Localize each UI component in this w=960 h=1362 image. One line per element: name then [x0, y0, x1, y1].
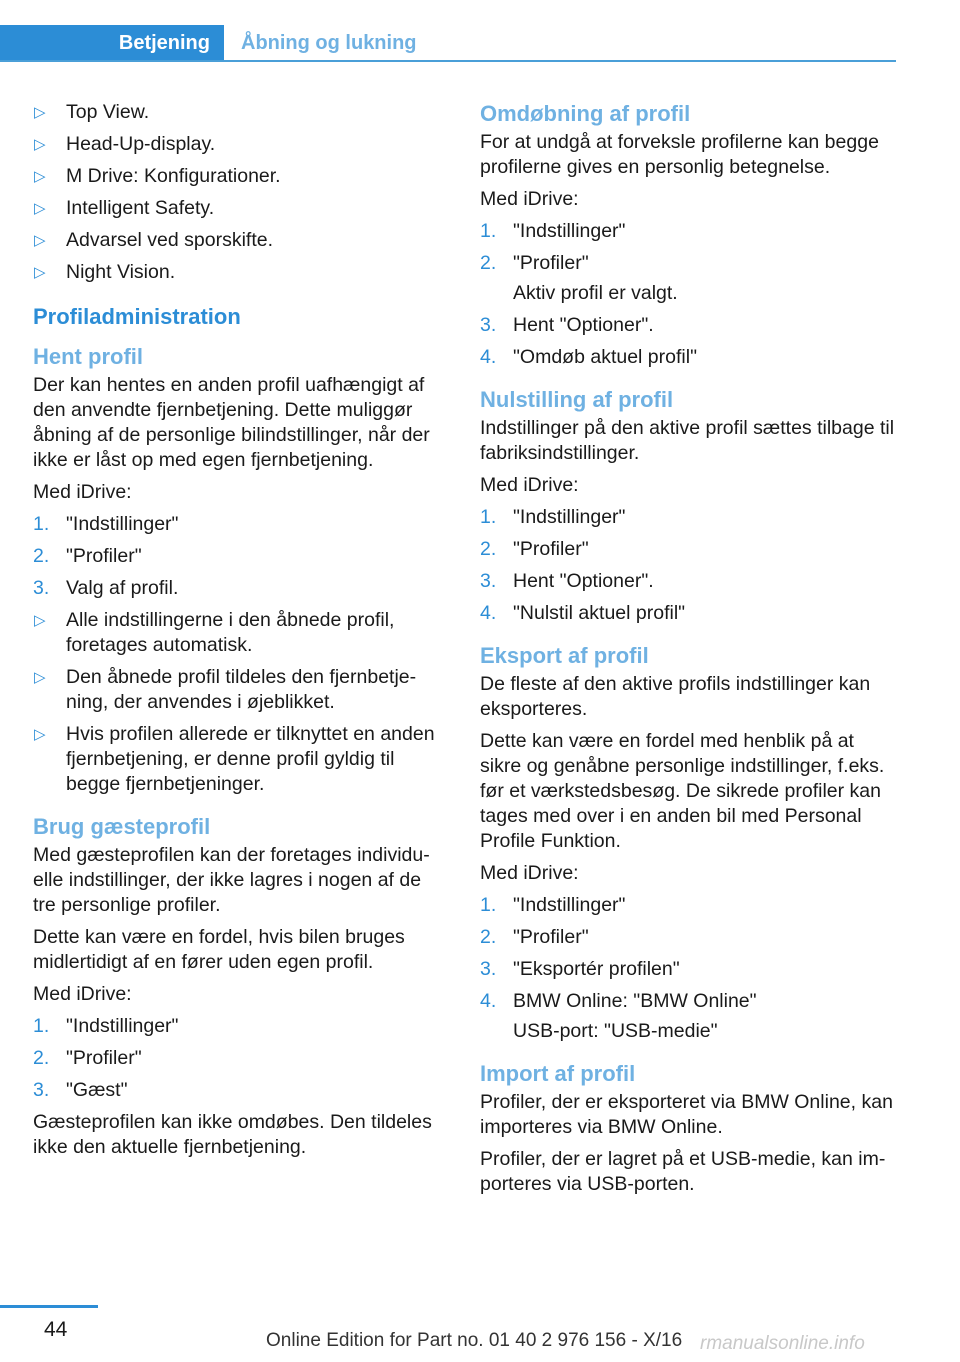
- triangle-bullet-icon: ▷: [34, 136, 46, 153]
- tab-betjening[interactable]: Betjening: [0, 25, 224, 62]
- step-item: 2. "Profiler": [480, 926, 589, 948]
- list-item: ▷ Top View.: [34, 101, 150, 123]
- subsection-title-hent-profil: Hent profil: [33, 344, 143, 369]
- list-item: ▷ Night Vision.: [34, 261, 176, 283]
- paragraph: Indstillinger på den aktive profil sættes tilbage til fabriksindstillinger.: [480, 417, 895, 464]
- paragraph: Der kan hentes en anden profil uafhængigt af den anvendte fjernbetjening. Dette muliggør åbning af de personlige bilindstillinger, når der ikke er låst op med egen fjernbetjening.: [33, 374, 430, 471]
- list-item: ▷ Intelligent Safety.: [34, 197, 215, 219]
- left-column: [33, 100, 448, 1167]
- subsection-title-gaesteprofil: Brug gæsteprofil: [33, 814, 211, 839]
- tab-abning-og-lukning[interactable]: Åbning og lukning: [241, 32, 417, 54]
- step-item: 1. "Indstillinger": [33, 513, 179, 535]
- triangle-bullet-icon: ▷: [34, 232, 46, 249]
- step-item: 1. "Indstillinger": [480, 220, 626, 242]
- idrive-label: Med iDrive:: [480, 188, 579, 210]
- watermark: rmanualsonline.info: [700, 1333, 865, 1354]
- triangle-bullet-icon: ▷: [34, 669, 46, 686]
- step-item: 3. "Eksportér profilen": [480, 958, 680, 980]
- step-item: 1. "Indstillinger": [480, 506, 626, 528]
- right-column: [480, 100, 898, 1204]
- step-item: 2. "Profiler": [33, 545, 142, 567]
- step-item: 3. "Gæst": [33, 1079, 128, 1101]
- list-item: ▷ M Drive: Konfigurationer.: [34, 165, 281, 187]
- triangle-bullet-icon: ▷: [34, 612, 46, 629]
- step-item: 2. "Profiler": [480, 538, 589, 560]
- paragraph: Dette kan være en fordel, hvis bilen bruges midlertidigt af en fører uden egen profil.: [33, 926, 405, 973]
- paragraph: Med gæsteprofilen kan der foretages individu‐ elle indstillinger, der ikke lagres i nogen af de tre personlige profiler.: [33, 844, 430, 916]
- list-item: ▷ Alle indstillingerne i den åbnede profil, foretages automatisk.: [34, 609, 395, 656]
- idrive-label: Med iDrive:: [480, 474, 579, 496]
- header-divider: [0, 60, 896, 62]
- paragraph: Gæsteprofilen kan ikke omdøbes. Den tildeles ikke den aktuelle fjernbetjening.: [33, 1111, 432, 1158]
- paragraph: Profiler, der er eksporteret via BMW Online, kan importeres via BMW Online.: [480, 1091, 893, 1138]
- triangle-bullet-icon: ▷: [34, 200, 46, 217]
- step-item: 3. Hent "Optioner".: [480, 314, 654, 336]
- subsection-title-eksport: Eksport af profil: [480, 643, 649, 668]
- step-sub-text: Aktiv profil er valgt.: [513, 282, 678, 304]
- footer-divider: [0, 1305, 98, 1308]
- step-item: 4. "Omdøb aktuel profil": [480, 346, 697, 368]
- list-item: ▷ Hvis profilen allerede er tilknyttet en anden fjernbetjening, er denne profil gyldig til begge fjernbetjeninger.: [34, 723, 435, 795]
- idrive-label: Med iDrive:: [33, 481, 132, 503]
- step-item: 3. Hent "Optioner".: [480, 570, 654, 592]
- list-item: ▷ Advarsel ved sporskifte.: [34, 229, 274, 251]
- list-item: ▷ Den åbnede profil tildeles den fjernbetje‐ ning, der anvendes i øjeblikket.: [34, 666, 417, 713]
- list-item: ▷ Head-Up-display.: [34, 133, 216, 155]
- step-item: 2. "Profiler": [33, 1047, 142, 1069]
- step-item: 1. "Indstillinger": [33, 1015, 179, 1037]
- step-item: 1. "Indstillinger": [480, 894, 626, 916]
- triangle-bullet-icon: ▷: [34, 104, 46, 121]
- step-item: 4. "Nulstil aktuel profil": [480, 602, 686, 624]
- idrive-label: Med iDrive:: [33, 983, 132, 1005]
- step-sub-text: USB-port: "USB-medie": [513, 1020, 718, 1042]
- paragraph: For at undgå at forveksle profilerne kan begge profilerne gives en personlig betegnelse.: [480, 131, 879, 178]
- section-title: Profiladministration: [33, 304, 241, 329]
- subsection-title-nulstilling: Nulstilling af profil: [480, 387, 674, 412]
- step-item: 4. BMW Online: "BMW Online": [480, 990, 757, 1012]
- page-number: 44: [44, 1318, 68, 1341]
- idrive-label: Med iDrive:: [480, 862, 579, 884]
- edition-text: Online Edition for Part no. 01 40 2 976 156 - X/16: [266, 1330, 683, 1351]
- triangle-bullet-icon: ▷: [34, 168, 46, 185]
- paragraph: Profiler, der er lagret på et USB-medie, kan im‐ porteres via USB-porten.: [480, 1148, 886, 1195]
- triangle-bullet-icon: ▷: [34, 264, 46, 281]
- paragraph: Dette kan være en fordel med henblik på at sikre og genåbne personlige indstillinger, f.eks. før et værkstedsbesøg. De sikrede profiler kan tages med over i en anden bil med Personal Profile Funktion.: [480, 730, 885, 852]
- triangle-bullet-icon: ▷: [34, 726, 46, 743]
- paragraph: De fleste af den aktive profils indstillinger kan eksporteres.: [480, 673, 871, 720]
- step-item: 3. Valg af profil.: [33, 577, 179, 599]
- subsection-title-omdobning: Omdøbning af profil: [480, 101, 691, 126]
- subsection-title-import: Import af profil: [480, 1061, 636, 1086]
- chapter-header: [0, 25, 896, 63]
- step-item: 2. "Profiler": [480, 252, 589, 274]
